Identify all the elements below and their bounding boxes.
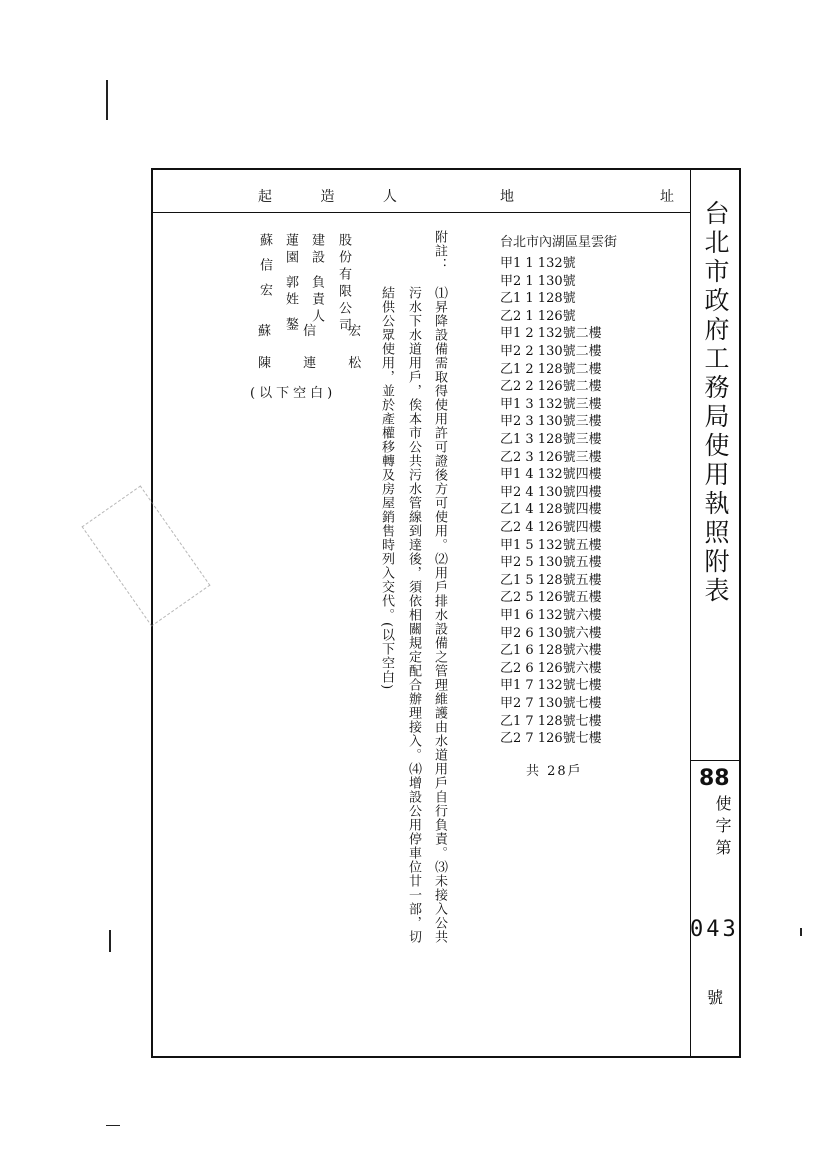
address-row: 乙1 6 128號六樓 <box>500 643 602 659</box>
address-row: 甲1 1 132號 <box>500 256 576 271</box>
address-row: 甲1 3 132號三樓 <box>500 396 602 412</box>
address-row: 乙2 2 126號二樓 <box>500 379 602 395</box>
address-row: 乙2 1 126號 <box>500 308 576 324</box>
address-row: 甲2 3 130號三樓 <box>500 414 602 430</box>
address-row: 乙1 7 128號七樓 <box>500 713 602 729</box>
unit-total: 共 28戶 <box>526 764 583 779</box>
permit-label: 使字第 <box>713 795 732 861</box>
scan-mark <box>800 928 802 936</box>
address-row: 乙1 2 128號二樓 <box>500 361 602 377</box>
address-row: 乙1 4 128號四樓 <box>500 502 602 518</box>
applicant-col-1: 股份有限公司 <box>336 233 351 335</box>
scan-mark <box>106 80 108 120</box>
notes-col-3: 結供公眾使用，並於產權移轉及房屋銷售時列入交代。(以下空白) <box>379 286 394 691</box>
address-row: 乙2 5 126號五樓 <box>500 590 602 606</box>
address-header: 址 <box>660 189 674 205</box>
notes-heading: 附註： <box>432 230 447 272</box>
land-header: 地 <box>500 189 514 205</box>
applicant-col-2: 建設 負責人 <box>309 233 324 327</box>
address-row: 乙1 1 128號 <box>500 291 576 307</box>
address-row: 甲2 7 130號七樓 <box>500 696 602 711</box>
scan-mark <box>106 1125 120 1126</box>
address-row: 乙2 6 126號六樓 <box>500 660 602 676</box>
address-row: 甲1 5 132號五樓 <box>500 537 602 553</box>
applicant-header: 起 造 人 <box>258 189 419 205</box>
address-row: 甲2 5 130號五樓 <box>500 555 602 571</box>
address-row: 乙1 5 128號五樓 <box>500 572 602 588</box>
address-row: 乙2 7 126號七樓 <box>500 731 602 747</box>
applicant-col-3: 蓮園 郭姓 鏊 <box>283 233 298 335</box>
permit-suffix: 號 <box>707 988 724 1007</box>
address-row: 甲1 7 132號七樓 <box>500 678 602 694</box>
address-row: 乙1 3 128號三樓 <box>500 432 602 447</box>
notes-col-2: 污水下水道用戶，俟本市公共污水管線到達後，須依相關規定配合辦理接入。⑷增設公用停車位廿一部，切 <box>406 286 421 944</box>
page-title: 台北市政府工務局使用執照附表 <box>701 200 730 606</box>
permit-year: 88 <box>699 766 730 791</box>
address-row: 乙2 4 126號四樓 <box>500 520 602 535</box>
applicant-col-4: 蘇 信 宏 <box>257 233 272 301</box>
address-row: 甲2 2 130號二樓 <box>500 344 602 359</box>
address-row: 甲1 2 132號二樓 <box>500 326 602 342</box>
notes-col-1: ⑴昇降設備需取得使用許可證後方可使用。⑵用戶排水設備之管理維護由水道用戶自行負責。⑶未接入公共 <box>432 286 447 944</box>
applicant-blank-note: (以下空白) <box>250 386 337 401</box>
applicant-name-su: 蘇 信 宏 <box>258 324 376 339</box>
address-row: 甲2 4 130號四樓 <box>500 484 602 500</box>
address-heading: 台北市內湖區星雲街 <box>500 235 618 250</box>
scan-mark <box>109 930 111 952</box>
address-row: 乙2 3 126號三樓 <box>500 449 602 465</box>
header-divider <box>153 212 690 213</box>
address-row: 甲2 1 130號 <box>500 273 576 289</box>
permit-divider <box>690 760 741 761</box>
address-row: 甲1 6 132號六樓 <box>500 608 602 623</box>
address-row: 甲1 4 132號四樓 <box>500 467 602 483</box>
permit-serial: 043 <box>690 917 739 942</box>
applicant-name-chen: 陳 連 松 <box>258 356 376 371</box>
address-row: 甲2 6 130號六樓 <box>500 625 602 641</box>
